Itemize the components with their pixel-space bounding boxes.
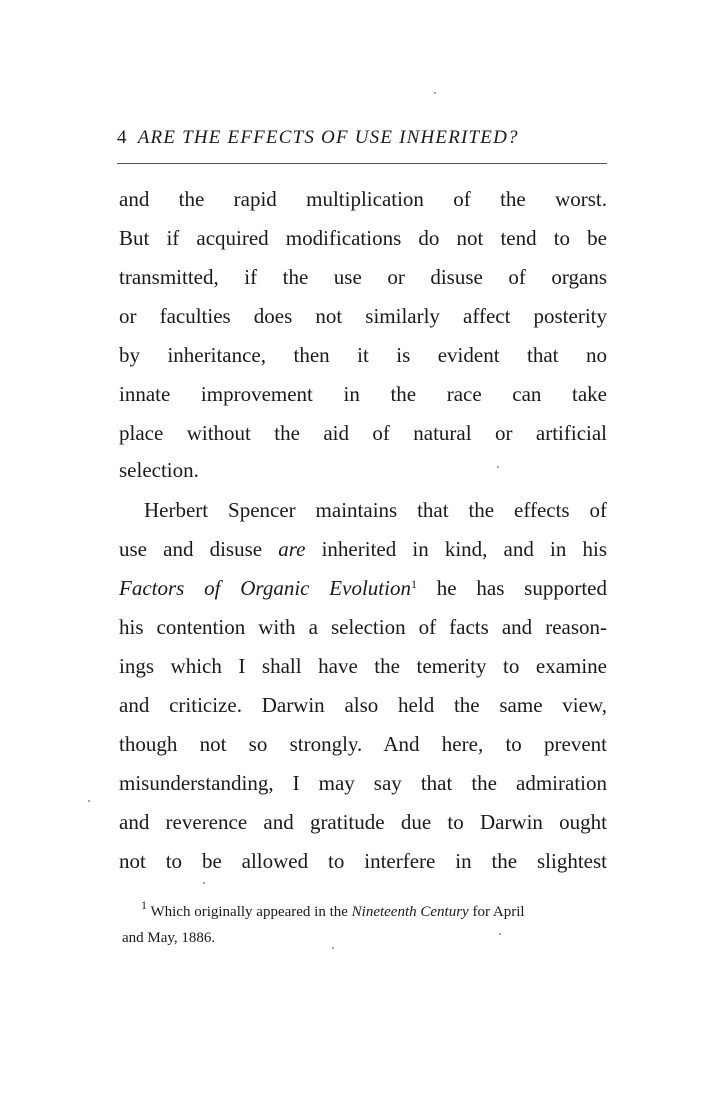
header-rule bbox=[117, 163, 607, 164]
page-number: 4 bbox=[117, 127, 128, 148]
book-title: Factors of Organic Evolution bbox=[119, 576, 411, 600]
footnote: $^1$ Which originally appeared in the Nineteenth Century for April bbox=[141, 898, 525, 920]
text-line: place without the aid of natural or artificial bbox=[119, 421, 607, 445]
text-line: and reverence and gratitude due to Darwin ought bbox=[119, 810, 607, 834]
text-line: ings which I shall have the temerity to examine bbox=[119, 654, 607, 678]
scan-speck bbox=[497, 466, 499, 468]
text-line: innate improvement in the race can take bbox=[119, 382, 607, 406]
text-line: transmitted, if the use or disuse of organs bbox=[119, 265, 607, 289]
footnote-marker: 1 bbox=[141, 898, 147, 912]
text-line: his contention with a selection of facts and reason- bbox=[119, 615, 607, 639]
text-line: Herbert Spencer maintains that the effects of bbox=[144, 498, 607, 522]
text-line: though not so strongly. And here, to prevent bbox=[119, 732, 607, 756]
footnote-line: and May, 1886. bbox=[122, 930, 216, 946]
scan-speck bbox=[499, 933, 501, 935]
running-title: ARE THE EFFECTS OF USE INHERITED? bbox=[137, 127, 519, 148]
scan-speck bbox=[203, 882, 205, 884]
text-line: Factors of Organic Evolution$^1$ he has supported bbox=[119, 576, 608, 600]
text-line: and criticize. Darwin also held the same view, bbox=[119, 693, 607, 717]
footnote-reference: 1 bbox=[410, 577, 417, 591]
text-line: not to be allowed to interfere in the slightest bbox=[119, 849, 607, 873]
text-line: by inheritance, then it is evident that no bbox=[119, 343, 607, 367]
scan-speck bbox=[332, 947, 334, 949]
emphasis-are: are bbox=[278, 537, 306, 561]
text-line: and the rapid multiplication of the worst. bbox=[119, 187, 607, 211]
text-line: selection. bbox=[119, 458, 199, 482]
text-line: But if acquired modifications do not tend to be bbox=[119, 226, 607, 250]
text-line: misunderstanding, I may say that the admiration bbox=[119, 771, 607, 795]
scan-speck bbox=[88, 800, 90, 802]
running-header bbox=[117, 127, 607, 161]
text-line: or faculties does not similarly affect posterity bbox=[119, 304, 607, 328]
footnote-title: Nineteenth Century bbox=[351, 904, 469, 920]
scan-speck bbox=[434, 92, 436, 94]
text-line: use and disuse are inherited in kind, and in his bbox=[119, 537, 607, 561]
